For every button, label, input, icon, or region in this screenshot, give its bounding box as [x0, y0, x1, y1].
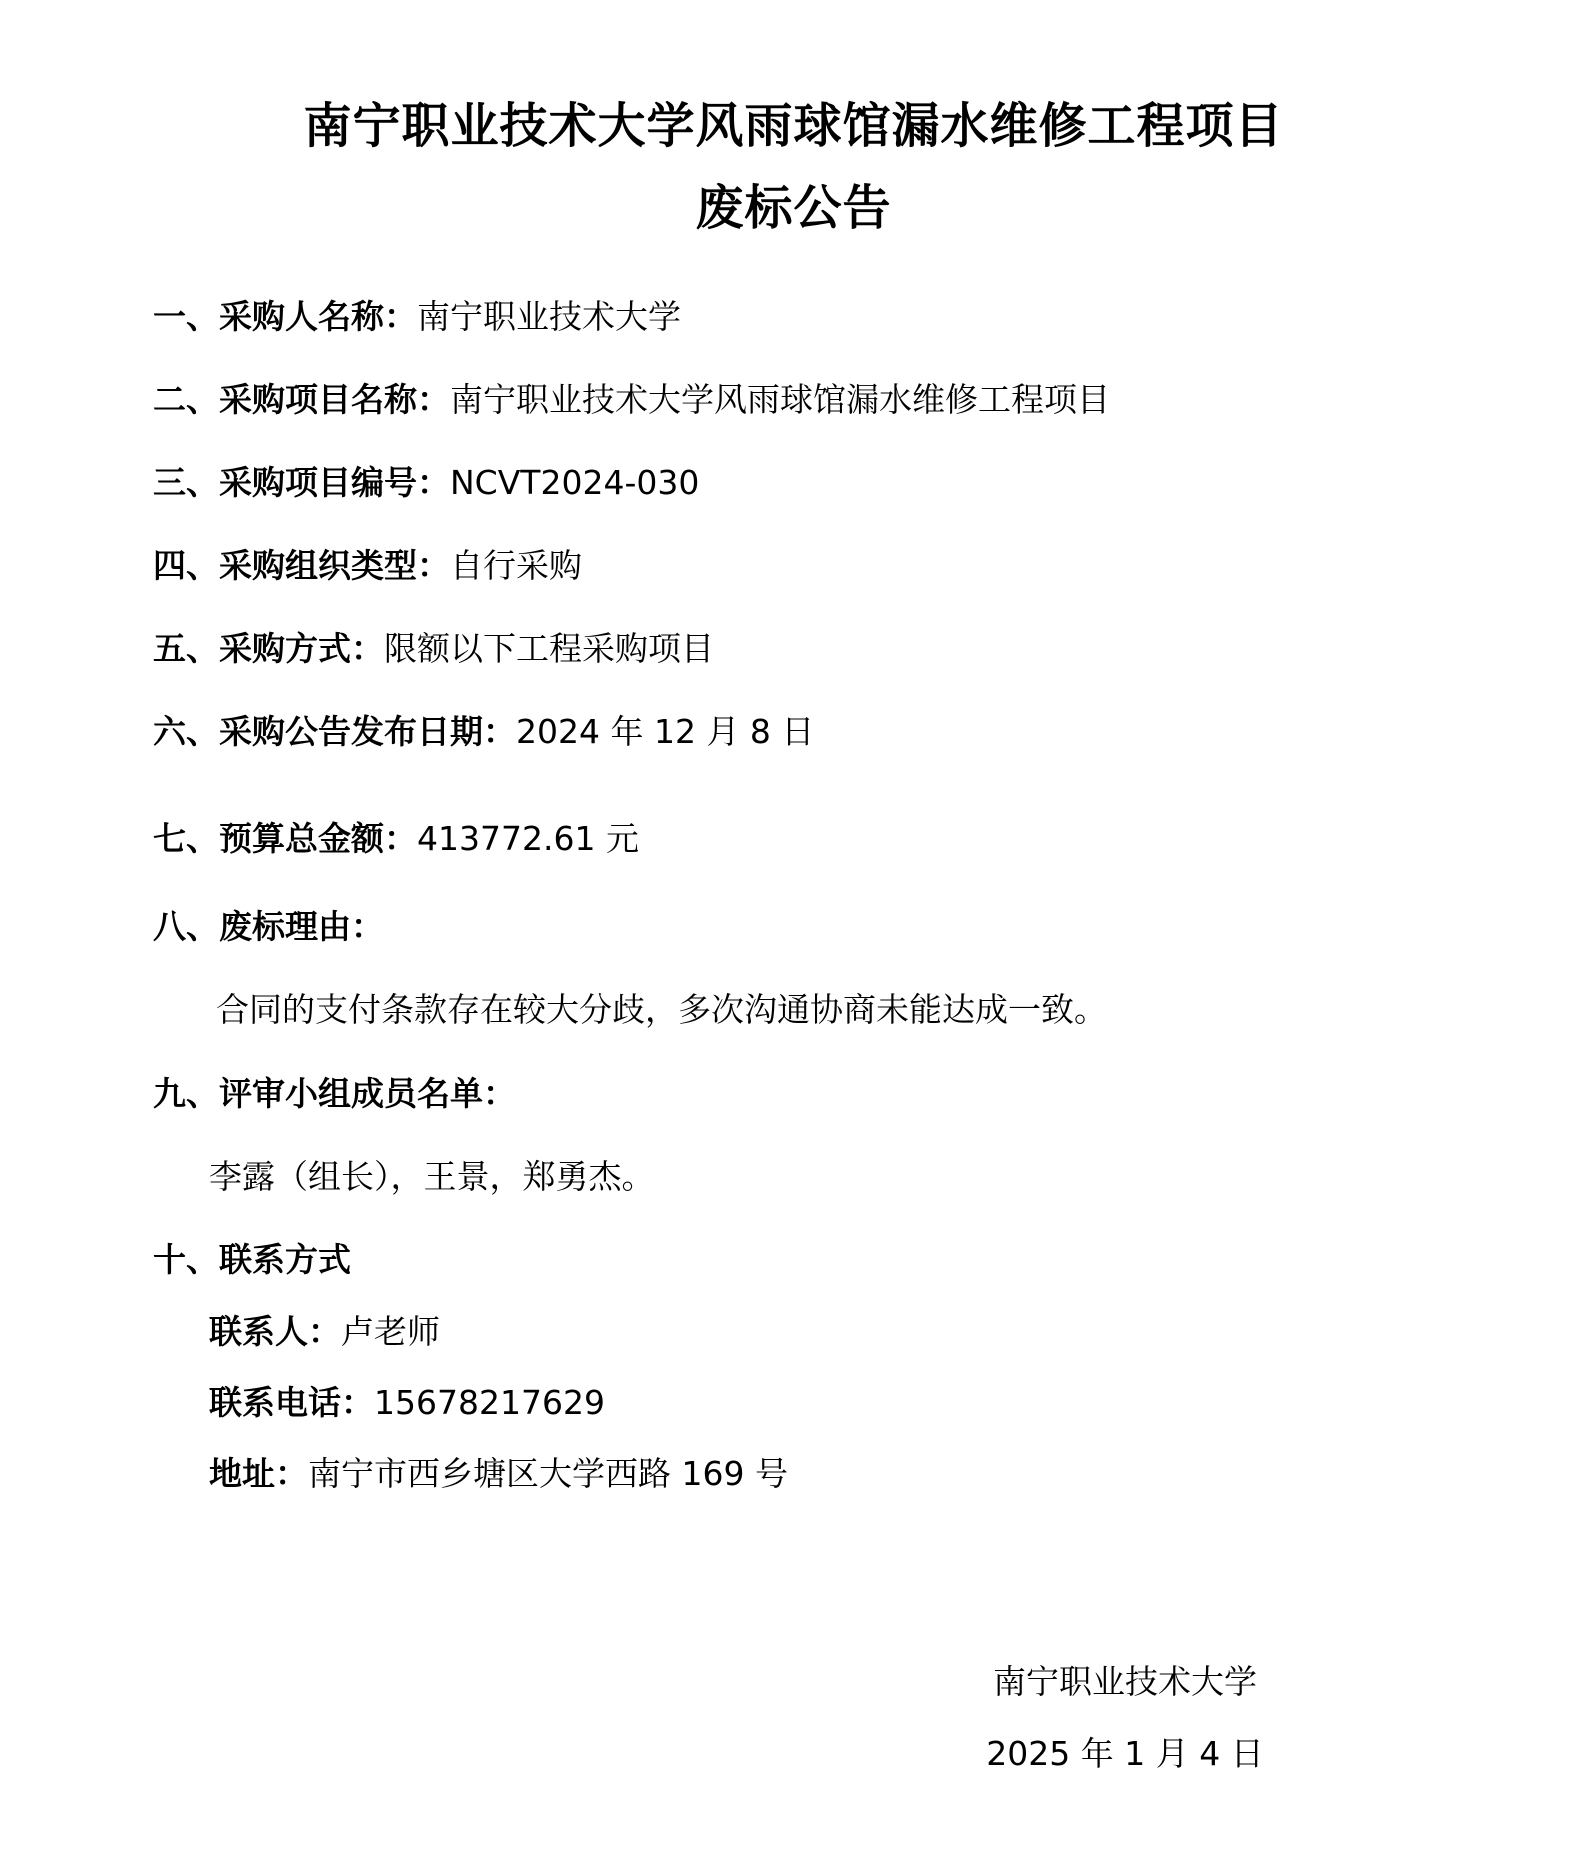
item-budget [153, 817, 639, 861]
signature-organization: 南宁职业技术大学 [993, 1662, 1257, 1701]
contact-person-value: 卢老师 [341, 1312, 440, 1351]
item-label: 六、采购公告发布日期： [153, 712, 516, 751]
item-label: 二、采购项目名称： [153, 380, 450, 419]
item-label: 七、预算总金额： [153, 819, 417, 858]
contact-address-label: 地址： [209, 1454, 308, 1493]
notice-title: 南宁职业技术大学风雨球馆漏水维修工程项目 [303, 98, 1284, 154]
contact-person [209, 1310, 440, 1354]
item-project-name [153, 378, 1110, 422]
contact-person-label: 联系人： [209, 1312, 341, 1351]
item-organization-type [153, 544, 582, 588]
item-reason-heading [153, 905, 384, 949]
reason-text: 合同的支付条款存在较大分歧，多次沟通协商未能达成一致。 [216, 990, 1107, 1029]
item-value: 413772.61 元 [417, 819, 639, 858]
item-project-number [153, 461, 699, 505]
item-publish-date [153, 710, 814, 754]
item-contact-heading [153, 1238, 351, 1282]
item-label: 八、废标理由： [153, 907, 384, 946]
members-text: 李露（组长），王景，郑勇杰。 [209, 1157, 655, 1196]
item-value: 南宁职业技术大学风雨球馆漏水维修工程项目 [450, 380, 1110, 419]
item-label: 九、评审小组成员名单： [153, 1074, 516, 1113]
signature-date: 2025 年 1 月 4 日 [986, 1734, 1264, 1773]
item-value: 自行采购 [450, 546, 582, 585]
contact-phone-value: 15678217629 [374, 1383, 605, 1422]
item-purchaser [153, 295, 681, 339]
item-value: 南宁职业技术大学 [417, 297, 681, 336]
item-value: NCVT2024-030 [450, 463, 700, 502]
item-value: 2024 年 12 月 8 日 [516, 712, 815, 751]
item-procurement-method [153, 627, 714, 671]
item-label: 十、联系方式 [153, 1240, 351, 1279]
item-value: 限额以下工程采购项目 [384, 629, 714, 668]
item-label: 四、采购组织类型： [153, 546, 450, 585]
contact-address-value: 南宁市西乡塘区大学西路 169 号 [308, 1454, 788, 1493]
item-label: 一、采购人名称： [153, 297, 417, 336]
item-label: 三、采购项目编号： [153, 463, 450, 502]
contact-address [209, 1452, 788, 1496]
contact-phone [209, 1381, 605, 1425]
item-label: 五、采购方式： [153, 629, 384, 668]
item-members-heading [153, 1072, 516, 1116]
notice-subtitle: 废标公告 [695, 180, 892, 236]
contact-phone-label: 联系电话： [209, 1383, 374, 1422]
